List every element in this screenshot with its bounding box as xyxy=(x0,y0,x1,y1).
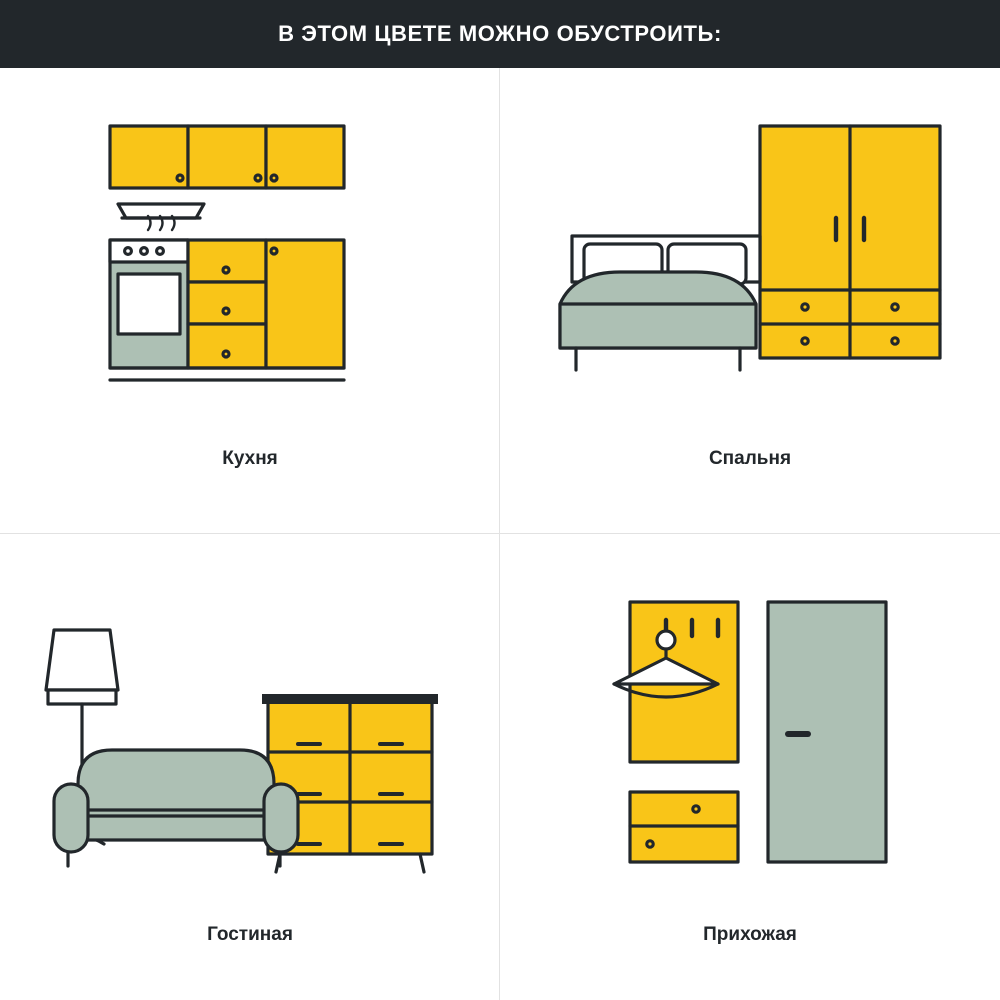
kitchen-icon xyxy=(100,118,400,408)
header-bar xyxy=(0,0,1000,68)
bedroom-illustration xyxy=(500,68,1000,448)
living-room-icon xyxy=(40,594,460,894)
living-room-illustration xyxy=(0,534,500,914)
category-label-hallway: Прихожая xyxy=(703,924,797,945)
category-cell-hallway[interactable] xyxy=(500,534,1000,1000)
kitchen-illustration xyxy=(0,68,500,448)
bedroom-icon xyxy=(550,118,950,408)
category-label-kitchen: Кухня xyxy=(222,448,278,469)
category-cell-kitchen[interactable] xyxy=(0,68,500,534)
hallway-icon xyxy=(600,594,900,894)
category-label-living-room: Гостиная xyxy=(207,924,293,945)
category-label-bedroom: Спальня xyxy=(708,448,792,469)
category-cell-bedroom[interactable] xyxy=(500,68,1000,534)
hallway-illustration xyxy=(500,534,1000,914)
page-title: В ЭТОМ ЦВЕТЕ МОЖНО ОБУСТРОИТЬ: xyxy=(278,21,722,46)
category-grid xyxy=(0,68,1000,1000)
category-cell-living-room[interactable] xyxy=(0,534,500,1000)
